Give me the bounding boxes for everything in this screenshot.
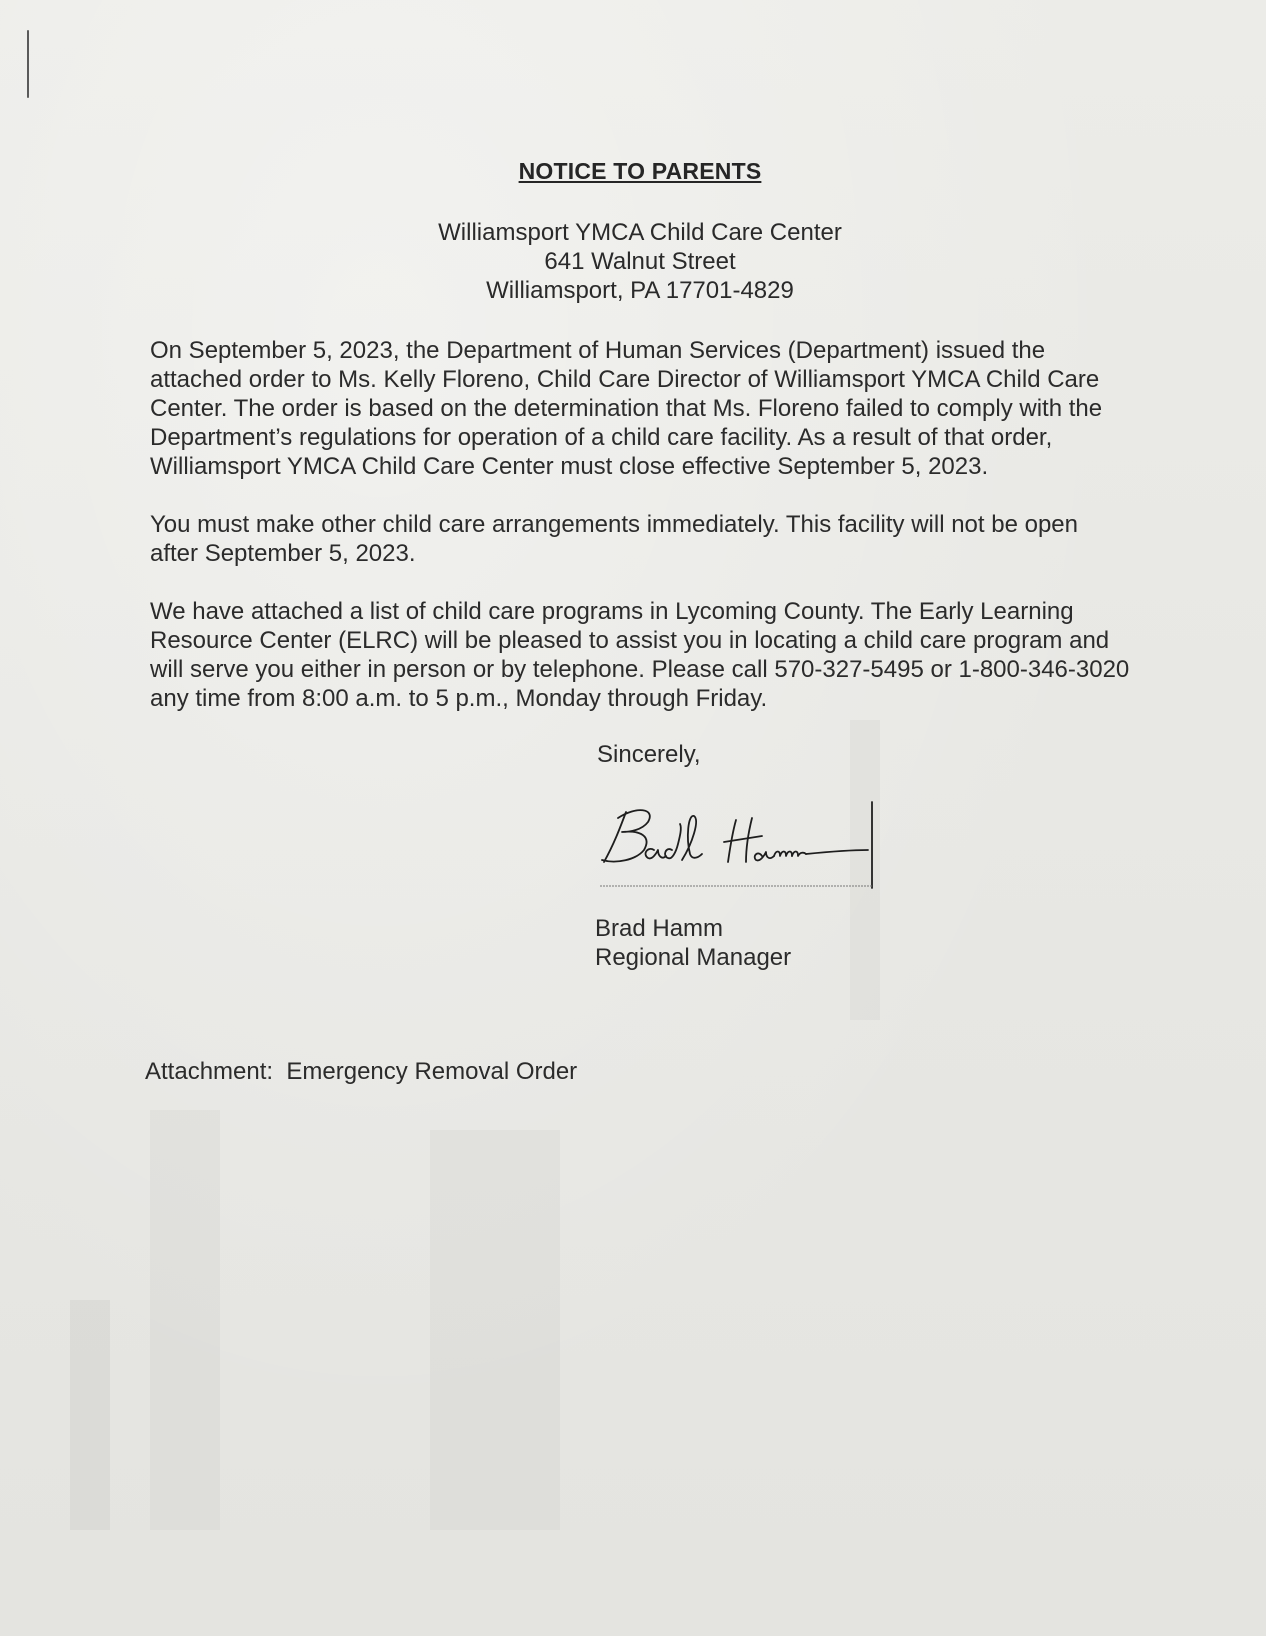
handwritten-signature — [596, 798, 880, 892]
attachment-note: Attachment: Emergency Removal Order — [145, 1058, 578, 1085]
paragraph-order-notice: On September 5, 2023, the Department of Human Services (Department) issued the attached order to Ms. Kelly Floreno, Child Care Director of Williamsport YMCA Child Care Center. The order is based on the determination that Ms. Floreno failed to comply with the Department’s regulations for operation of a child care facility. As a result of that order, Williamsport YMCA Child Care Center must close effective September 5, 2023. — [150, 337, 1103, 480]
show-through-shade — [150, 1110, 220, 1530]
paragraph-elrc-assistance: We have attached a list of child care programs in Lycoming County. The Early Learning Resource Center (ELRC) will be pleased to assist you in locating a child care program and will serve you either in person or by telephone. Please call 570-327-5495 or 1-800-346-3020 any time from 8:00 a.m. to 5 p.m., Monday through Friday. — [150, 598, 1130, 712]
signatory-block — [595, 914, 791, 972]
pencil-margin-mark — [27, 30, 29, 98]
signatory-name: Brad Hamm — [595, 915, 724, 942]
address-line-city: Williamsport, PA 17701-4829 — [486, 277, 794, 304]
show-through-shade — [430, 1130, 560, 1530]
paragraph-arrangements: You must make other child care arrangements immediately. This facility will not be open after September 5, 2023. — [150, 511, 1078, 567]
address-line-street: 641 Walnut Street — [544, 248, 736, 275]
show-through-shade — [70, 1300, 110, 1530]
signatory-title: Regional Manager — [595, 944, 792, 971]
closing-salutation: Sincerely, — [597, 741, 701, 768]
facility-address — [0, 218, 1266, 305]
notice-title: NOTICE TO PARENTS — [518, 158, 762, 184]
address-line-name: Williamsport YMCA Child Care Center — [438, 219, 842, 246]
